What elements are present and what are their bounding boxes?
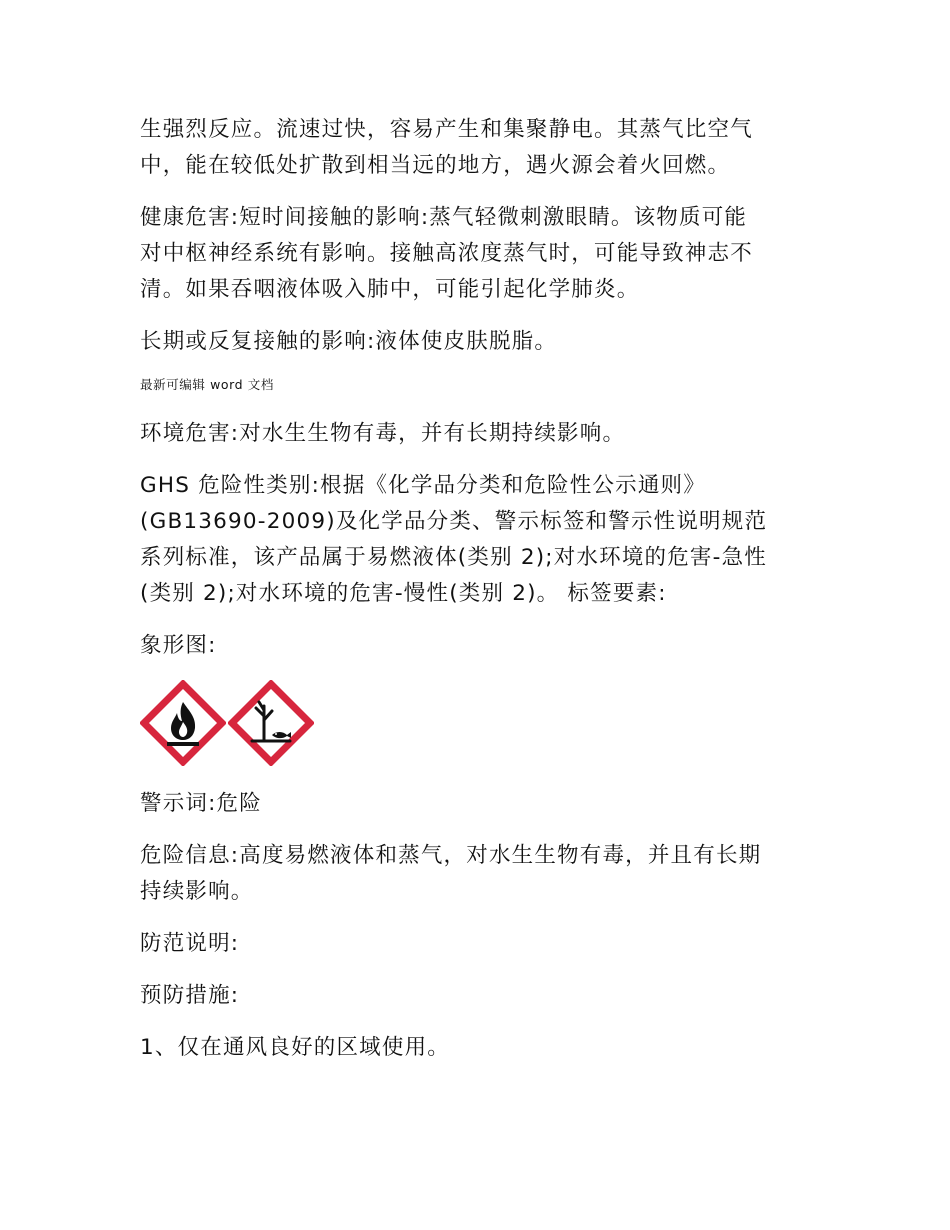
paragraph-precaution-title (140, 926, 820, 962)
paragraph-signal-word (140, 786, 820, 822)
text-line: 警示词:危险 (140, 791, 262, 816)
flame-pictogram-icon (140, 680, 226, 766)
text-line: GHS 危险性类别:根据《化学品分类和危险性公示通则》 (140, 473, 706, 498)
paragraph-hazard-statement (140, 838, 820, 910)
text-line: 中，能在较低处扩散到相当远的地方，遇火源会着火回燃。 (140, 153, 731, 178)
paragraph-environment-hazard (140, 416, 820, 452)
paragraph-flammability (140, 112, 820, 184)
text-line: 防范说明: (140, 931, 240, 956)
paragraph-prevention-item-1 (140, 1030, 820, 1066)
paragraph-health-hazard (140, 200, 820, 308)
text-line: 环境危害:对水生生物有毒，并有长期持续影响。 (140, 421, 626, 446)
document-page (140, 112, 820, 1082)
text-line: 长期或反复接触的影响:液体使皮肤脱脂。 (140, 329, 558, 354)
text-line: 生强烈反应。流速过快，容易产生和集聚静电。其蒸气比空气 (140, 117, 753, 142)
text-line: 持续影响。 (140, 879, 254, 904)
ghs-pictograms (140, 680, 820, 766)
text-line: 健康危害:短时间接触的影响:蒸气轻微刺激眼睛。该物质可能 (140, 205, 748, 230)
text-line: 1、仅在通风良好的区域使用。 (140, 1035, 450, 1060)
text-line: 清。如果吞咽液体吸入肺中，可能引起化学肺炎。 (140, 277, 640, 302)
text-line: (GB13690-2009)及化学品分类、警示标签和警示性说明规范 (140, 509, 768, 534)
text-line: 预防措施: (140, 983, 240, 1008)
paragraph-ghs-category (140, 468, 820, 612)
paragraph-prevention-title (140, 978, 820, 1014)
text-line: (类别 2);对水环境的危害-慢性(类别 2)。 标签要素: (140, 581, 667, 606)
paragraph-long-term-exposure (140, 324, 820, 360)
text-line: 象形图: (140, 633, 217, 658)
paragraph-pictogram-label (140, 628, 820, 664)
text-line: 系列标准，该产品属于易燃液体(类别 2);对水环境的危害-急性 (140, 545, 767, 570)
editable-word-note: 最新可编辑 word 文档 (140, 377, 274, 392)
text-line: 危险信息:高度易燃液体和蒸气，对水生生物有毒，并且有长期 (140, 843, 762, 868)
text-line: 对中枢神经系统有影响。接触高浓度蒸气时，可能导致神志不 (140, 241, 753, 266)
environment-pictogram-icon (228, 680, 314, 766)
